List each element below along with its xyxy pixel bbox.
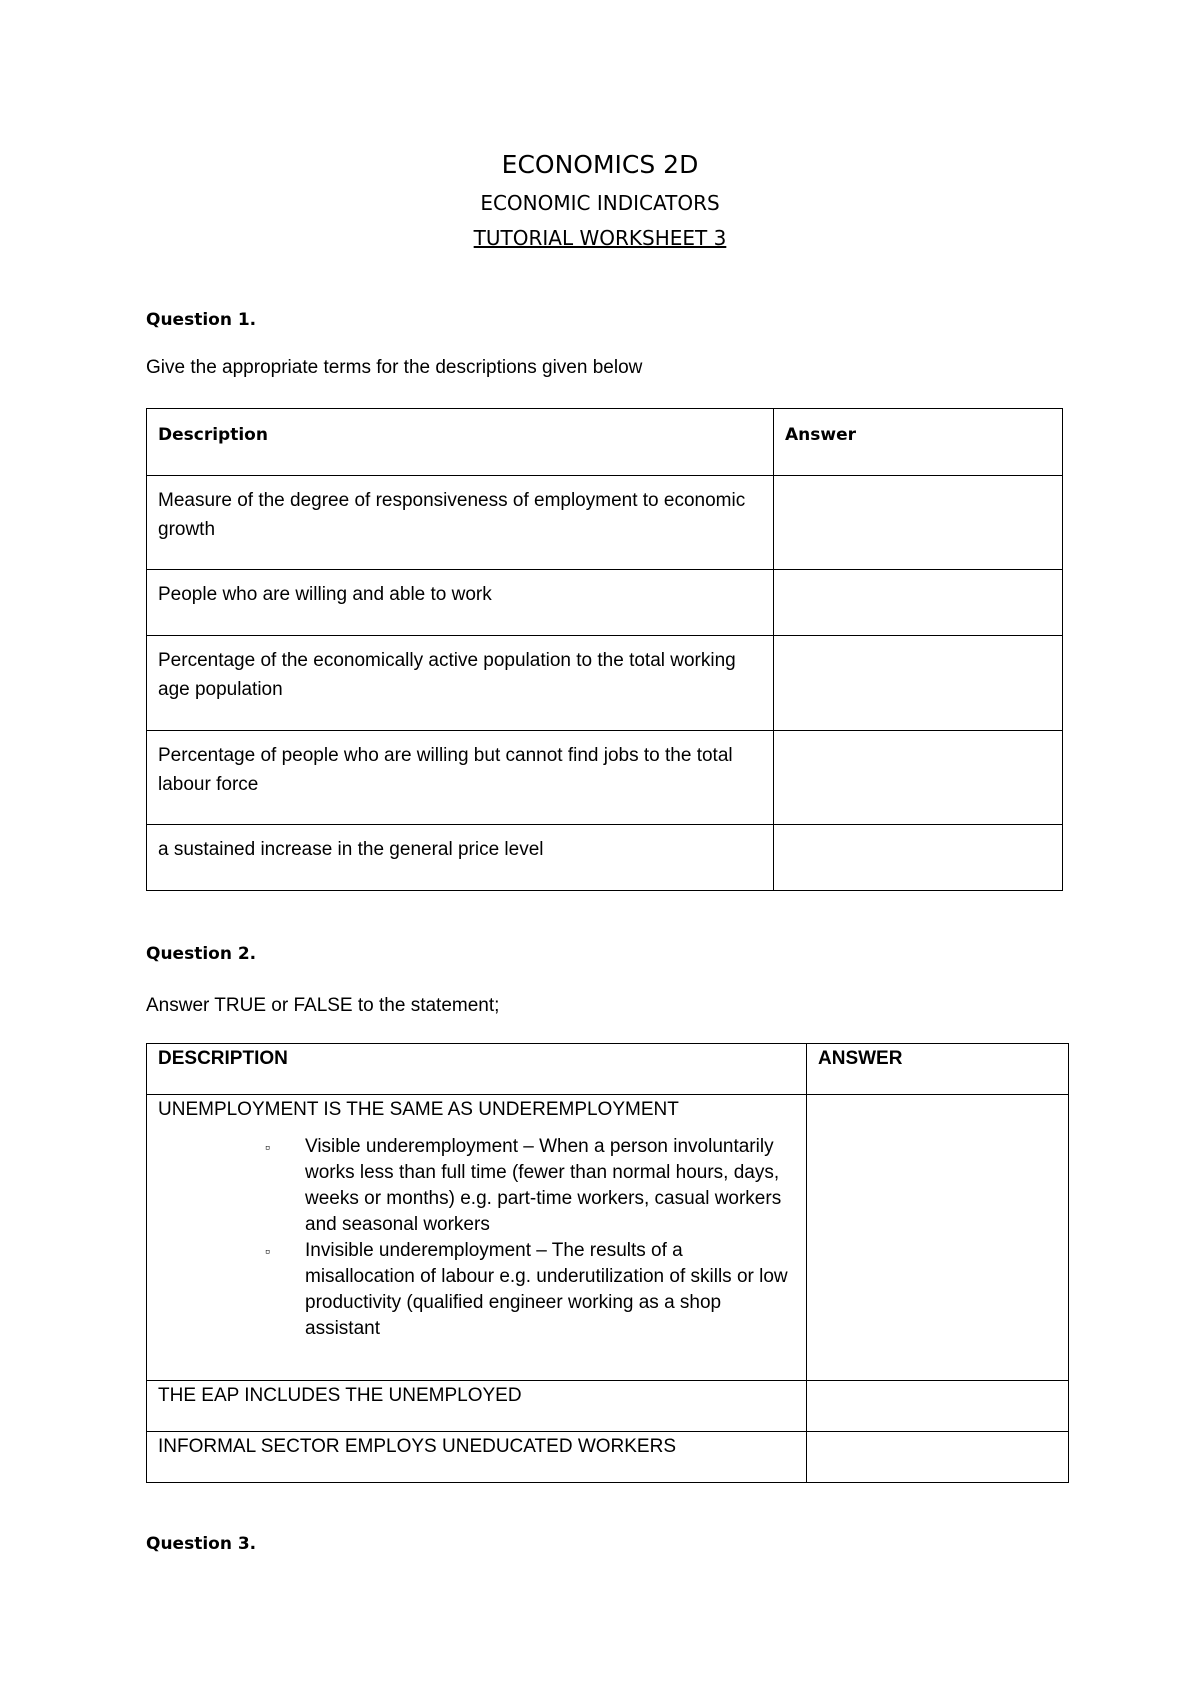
table-row bbox=[147, 636, 1063, 731]
table-row bbox=[147, 476, 1063, 570]
description-cell: Percentage of the economically active population to the total working age population bbox=[147, 636, 774, 731]
description-cell: a sustained increase in the general price level bbox=[147, 825, 774, 891]
answer-header: ANSWER bbox=[807, 1044, 1069, 1095]
description-header: Description bbox=[147, 409, 774, 476]
table-row bbox=[147, 1432, 1069, 1483]
question-1-table bbox=[146, 408, 1063, 891]
description-cell: People who are willing and able to work bbox=[147, 570, 774, 636]
answer-header: Answer bbox=[774, 409, 1063, 476]
table-row bbox=[147, 1095, 1069, 1381]
worksheet-title: TUTORIAL WORKSHEET 3 bbox=[473, 226, 727, 250]
answer-cell[interactable] bbox=[807, 1095, 1069, 1381]
table-row bbox=[147, 570, 1063, 636]
question-1-instruction: Give the appropriate terms for the descriptions given below bbox=[146, 357, 643, 378]
question-2-instruction: Answer TRUE or FALSE to the statement; bbox=[146, 995, 500, 1016]
table-row bbox=[147, 825, 1063, 891]
table-row bbox=[147, 731, 1063, 825]
course-title: ECONOMICS 2D bbox=[501, 150, 699, 179]
question-1-heading: Question 1. bbox=[146, 310, 257, 330]
description-cell: Measure of the degree of responsiveness of employment to economic growth bbox=[147, 476, 774, 570]
description-cell bbox=[147, 1095, 807, 1381]
answer-cell[interactable] bbox=[807, 1381, 1069, 1432]
statement-text: UNEMPLOYMENT IS THE SAME AS UNDEREMPLOYMENT bbox=[158, 1099, 679, 1120]
question-2-heading: Question 2. bbox=[146, 944, 257, 964]
answer-cell[interactable] bbox=[774, 636, 1063, 731]
bullet-list bbox=[158, 1134, 796, 1342]
answer-cell[interactable] bbox=[774, 570, 1063, 636]
question-3-heading: Question 3. bbox=[146, 1534, 257, 1554]
description-cell: INFORMAL SECTOR EMPLOYS UNEDUCATED WORKERS bbox=[147, 1432, 807, 1483]
topic-title: ECONOMIC INDICATORS bbox=[480, 191, 720, 215]
list-item: ▫ Visible underemployment – When a person involuntarily works less than full time (fewer than normal hours, days, weeks or months) e.g. part-time workers, casual workers and seasonal workers bbox=[265, 1136, 782, 1235]
answer-cell[interactable] bbox=[774, 731, 1063, 825]
answer-cell[interactable] bbox=[807, 1432, 1069, 1483]
question-2-table bbox=[146, 1043, 1069, 1483]
answer-cell[interactable] bbox=[774, 825, 1063, 891]
description-cell: THE EAP INCLUDES THE UNEMPLOYED bbox=[147, 1381, 807, 1432]
description-header: DESCRIPTION bbox=[147, 1044, 807, 1095]
description-cell: Percentage of people who are willing but cannot find jobs to the total labour force bbox=[147, 731, 774, 825]
bullet-icon: ▫ bbox=[265, 1243, 270, 1259]
table-row bbox=[147, 1381, 1069, 1432]
answer-cell[interactable] bbox=[774, 476, 1063, 570]
list-item: ▫ Invisible underemployment – The results of a misallocation of labour e.g. underutilization of skills or low productivity (qualified engineer working as a shop assistant bbox=[265, 1240, 788, 1339]
table-header-row bbox=[147, 1044, 1069, 1095]
table-header-row bbox=[147, 409, 1063, 476]
bullet-icon: ▫ bbox=[265, 1139, 270, 1155]
